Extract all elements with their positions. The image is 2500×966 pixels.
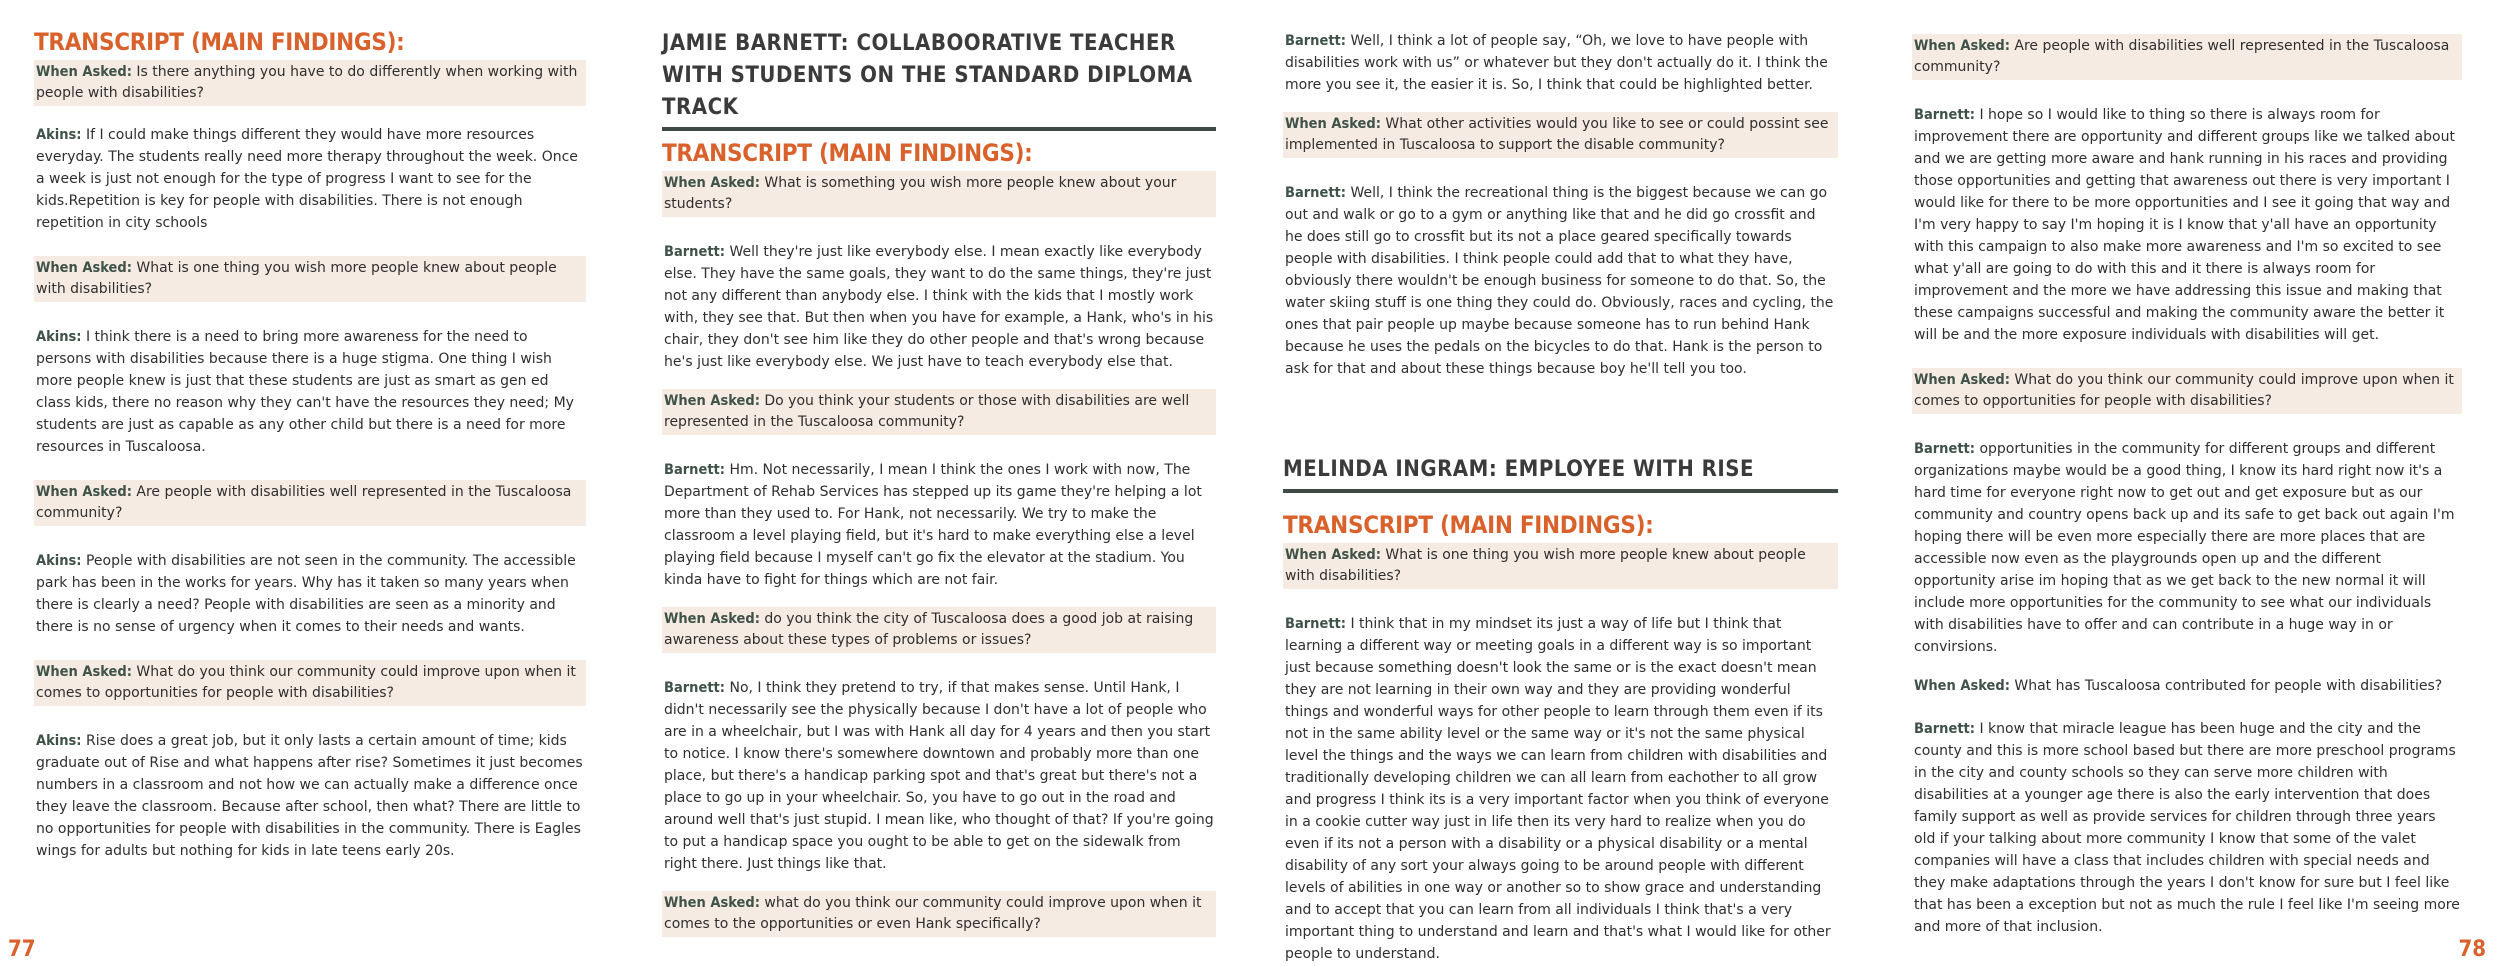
question-tag: When Asked:: [1914, 372, 2010, 388]
question-tag: When Asked:: [1914, 38, 2010, 54]
answer-text: opportunities in the community for different groups and different organizations maybe would be a good thing, I know its hard right now it's a hard time for everyone right now to get out and get exposure but as our community and country opens back up and its safe to get back out again I'm hoping there will be even more especially there are more places that are accessible now even as the playgrounds open up and the different opportunity arise im hoping that as we get back to the new normal it will include more opportunities for the community to see what our individuals with disabilities have to offer and can contribute in a huge way in or convirsions.: [1914, 441, 2455, 655]
answer: [1912, 436, 2462, 658]
answer-text: I think there is a need to bring more awareness for the need to persons with disabilities because there is a huge stigma. One thing I wish more people knew is just that these students are just as smart as gen ed class kids, there no reason why they can't have the resources they need; My students are just as capable as any other child but there is a need for more resources in Tuscaloosa.: [36, 329, 574, 455]
section-header: TRANSCRIPT (MAIN FINDINGS):: [662, 139, 1033, 167]
answer-tag: Akins:: [36, 733, 82, 749]
question-box: [662, 389, 1216, 435]
interviewee-title: JAMIE BARNETT: COLLABOORATIVE TEACHER WITH STUDENTS ON THE STANDARD DIPLOMA TRACK: [662, 31, 1193, 120]
answer-text: Well they're just like everybody else. I mean exactly like everybody else. They have the same goals, they want to do the same things, they're just not any different than anybody else. I think with the kids that I mostly work with, they see that. But then when you have for example, a Hank, who's in his chair, they don't see him like they do other people and that's wrong because he's just like everybody else. We just have to teach everybody else that.: [664, 244, 1214, 370]
question-tag: When Asked:: [36, 484, 132, 500]
answer-text: I know that miracle league has been huge and the city and the county and this is more school based but there are more preschool programs in the city and county schools so they can serve more children with disabilities at a younger age there is also the early intervention that does family support as well as provide services for children through three years old if your talking about more community I know that some of the valet companies will have a class that includes children with special needs and they make adaptations through the years I don't know for sure but I feel like that has been a exception but not as much the rule I feel like I'm seeing more and more of that inclusion.: [1914, 720, 2460, 935]
question-tag: When Asked:: [664, 175, 760, 191]
answer-tag: Akins:: [36, 553, 82, 569]
question-tag: When Asked:: [36, 64, 132, 80]
section-header: TRANSCRIPT (MAIN FINDINGS):: [34, 28, 405, 56]
question-tag: When Asked:: [36, 260, 132, 276]
question-box: [1912, 674, 2462, 700]
question-box: [1283, 543, 1838, 589]
answer: [662, 675, 1216, 875]
answer-tag: Akins:: [36, 127, 82, 143]
question-box: [662, 607, 1216, 653]
question-text: What is one thing you wish more people knew about people with disabilities?: [1285, 547, 1806, 584]
question-text: Are people with disabilities well represented in the Tuscaloosa community?: [1914, 38, 2450, 75]
question-tag: When Asked:: [664, 611, 760, 627]
title-underline: [662, 127, 1216, 131]
question-text: Are people with disabilities well represented in the Tuscaloosa community?: [36, 484, 572, 521]
column-3: [1283, 30, 1838, 965]
answer-text: Well, I think the recreational thing is the biggest because we can go out and walk or go to a gym or anything like that and he did go crossfit and he does still go to crossfit but its not a place geared specifically towards people with disabilities. I think people could add that to what they have, obviously there wouldn't be enough business for someone to do that. So, the water skiing stuff is one thing they could do. Obviously, races and cycling, the ones that pair people up maybe because someone has to run behind Hank because he uses the pedals on the bicycles to do that. Hank is the person to ask for that and about these things because boy he'll tell you too.: [1285, 185, 1834, 377]
question-box: [1912, 368, 2462, 414]
answer-tag: Barnett:: [1285, 185, 1347, 201]
answer-tag: Barnett:: [1914, 107, 1976, 123]
column-1: [34, 28, 586, 862]
answer: [34, 122, 586, 234]
answer-tag: Barnett:: [664, 680, 726, 696]
answer-text: Rise does a great job, but it only lasts a certain amount of time; kids graduate out of Rise and what happens after rise? Sometimes it just becomes numbers in a classroom and not how we can actually make a difference once they leave the classroom. Because after school, then what? There are little to no opportunities for people with disabilities in the community. There is Eagles wings for adults but nothing for kids in late teens early 20s.: [36, 733, 583, 859]
answer-text: I hope so I would like to thing so there is always room for improvement there are opportunity and different groups like we talked about and we are getting more aware and hank running in his races and providing those opportunities and getting that awareness out there is very important I would like for there to be more opportunities and I see it going that way and I'm very happy to say I'm hoping it is I know that y'all have an opportunity with this campaign to also make more awareness and I'm so excited to see what y'all are going to do with this and it there is always room for improvement and the more we have addressing this issue and making that these campaigns successful and making the community aware the better it will be and the more exposure individuals with disabilities will get.: [1914, 107, 2455, 343]
column-4: [1912, 34, 2462, 938]
question-box: [1912, 34, 2462, 80]
question-box: [662, 171, 1216, 217]
answer-tag: Barnett:: [1285, 616, 1347, 632]
question-box: [1283, 112, 1838, 158]
question-tag: When Asked:: [664, 895, 760, 911]
interviewee-title: MELINDA INGRAM: EMPLOYEE WITH RISE: [1283, 457, 1755, 482]
question-tag: When Asked:: [1285, 547, 1381, 563]
question-text: What is something you wish more people knew about your students?: [664, 175, 1177, 212]
question-tag: When Asked:: [1914, 678, 2010, 694]
answer-tag: Barnett:: [664, 462, 726, 478]
answer-tag: Akins:: [36, 329, 82, 345]
answer-text: I think that in my mindset its just a way of life but I think that learning a different way or meeting goals in a different way is so important just because something doesn't look the same or is the exact doesn't mean they are not learning in their own way and they are providing wonderful things and wonderful ways for other people to learn through them even if its not in the same ability level or the same way or it's not the same physical level the things and the ways we can learn from children with disabilities and traditionally developing children we can all learn from eachother to all grow and progress I think its is a very important factor when you think of everyone in a cookie cutter way just in life then its very hard to realize when you do even if its not a person with a disability or a physical disability or a mental disability of any sort your always going to be around people with different levels of abilities in one way or another so to show grace and understanding and to accept that you can learn from all individuals I think that's a very important thing to understand and learn and that's what I would like for other people to understand.: [1285, 616, 1831, 962]
answer-text: No, I think they pretend to try, if that makes sense. Until Hank, I didn't necessarily see the physically because I don't have a lot of people who are in a wheelchair, but I was with Hank all day for 4 years and then you start to notice. I know there's somewhere downtown and probably more than one place, but there's a handicap parking spot and that's great but there's not a place to go up in your wheelchair. So, you have to go out in the road and around well that's just stupid. I mean like, who thought of that? If you're going to put a handicap space you ought to be able to get on the sidewalk from right there. Just things like that.: [664, 680, 1214, 872]
answer: [1283, 30, 1838, 96]
question-text: do you think the city of Tuscaloosa does a good job at raising awareness about these types of problems or issues?: [664, 611, 1194, 648]
question-box: [34, 660, 586, 706]
question-text: What other activities would you like to see or could possint see implemented in Tuscaloosa to support the disable community?: [1285, 116, 1829, 153]
answer: [34, 324, 586, 458]
answer: [34, 548, 586, 638]
answer-tag: Barnett:: [1285, 33, 1347, 49]
question-text: What has Tuscaloosa contributed for people with disabilities?: [2014, 678, 2443, 694]
answer-text: Hm. Not necessarily, I mean I think the ones I work with now, The Department of Rehab Services has stepped up its game they're helping a lot more than they used to. For Hank, not necessarily. We try to make the classroom a level playing field, but it's hard to make everything else a level playing field because I myself can't go fix the elevator at the stadium. You kinda have to fight for things which are not fair.: [664, 462, 1202, 588]
question-tag: When Asked:: [36, 664, 132, 680]
question-text: what do you think our community could improve upon when it comes to the opportunities or even Hank specifically?: [664, 895, 1202, 932]
answer: [662, 457, 1216, 591]
page-number-left: 77: [8, 937, 36, 962]
column-2: [662, 28, 1216, 937]
title-underline: [1283, 489, 1838, 493]
section-header: TRANSCRIPT (MAIN FINDINGS):: [1283, 511, 1654, 539]
question-text: What is one thing you wish more people knew about people with disabilities?: [36, 260, 557, 297]
question-text: Is there anything you have to do differently when working with people with disabilities?: [36, 64, 578, 101]
question-text: What do you think our community could improve upon when it comes to opportunities for people with disabilities?: [36, 664, 576, 701]
question-box: [34, 480, 586, 526]
answer-tag: Barnett:: [1914, 441, 1976, 457]
question-tag: When Asked:: [664, 393, 760, 409]
question-box: [662, 891, 1216, 937]
answer-tag: Barnett:: [664, 244, 726, 260]
answer: [1283, 611, 1838, 965]
page-number-right: 78: [2458, 937, 2486, 962]
answer: [1912, 102, 2462, 346]
answer: [1912, 716, 2462, 938]
answer: [662, 239, 1216, 373]
answer-tag: Barnett:: [1914, 720, 1976, 737]
question-box: [34, 60, 586, 106]
answer: [1283, 180, 1838, 380]
answer-text: Well, I think a lot of people say, “Oh, we love to have people with disabilities work with us” or whatever but they don't actually do it. I think the more you see it, the easier it is. So, I think that could be highlighted better.: [1285, 33, 1828, 93]
question-text: What do you think our community could improve upon when it comes to opportunities for people with disabilities?: [1914, 372, 2454, 409]
answer-text: People with disabilities are not seen in the community. The accessible park has been in the works for years. Why has it taken so many years when there is clearly a need? People with disabilities are seen as a minority and there is no sense of urgency when it comes to their needs and wants.: [36, 553, 576, 635]
answer-text: If I could make things different they would have more resources everyday. The students really need more therapy throughout the week. Once a week is just not enough for the type of progress I want to see for the kids.Repetition is key for people with disabilities. There is not enough repetition in city schools: [36, 127, 578, 231]
answer: [34, 728, 586, 862]
question-text: Do you think your students or those with disabilities are well represented in the Tuscaloosa community?: [664, 393, 1190, 430]
question-box: [34, 256, 586, 302]
question-tag: When Asked:: [1285, 116, 1381, 132]
